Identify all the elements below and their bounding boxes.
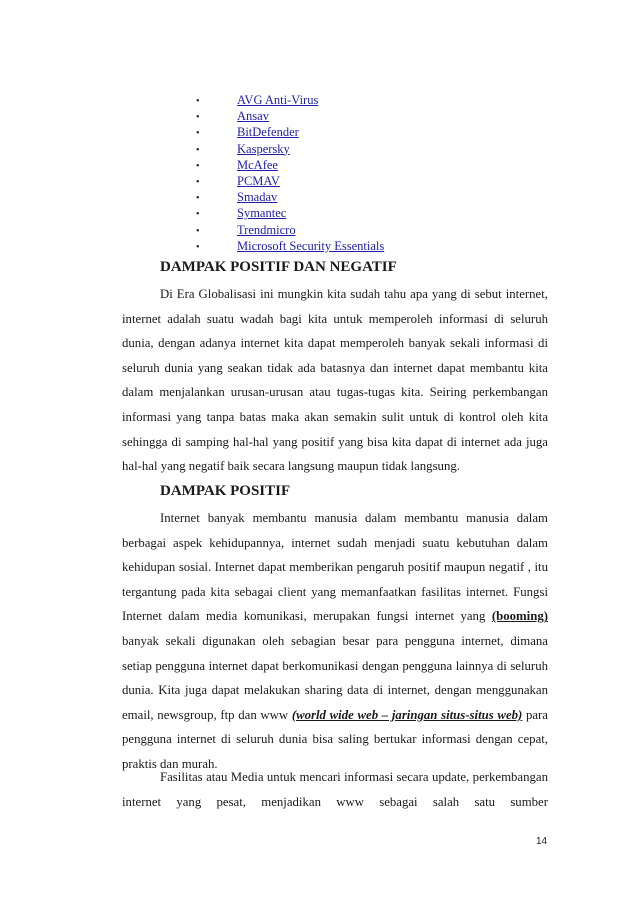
paragraph-text: Di Era Globalisasi ini mungkin kita sudah tahu apa yang di sebut internet, internet adalah suatu wadah bagi kita untuk memperoleh informasi di seluruh dunia, dengan adanya internet kita dapat memperoleh banyak sekali informasi di seluruh dunia yang seakan tidak ada batasnya dan internet dapat membantu kita dalam menjalankan urusan-urusan atau tugas-tugas kita. Seiring perkembangan informasi yang tanpa batas maka akan semakin sulit untuk di kontrol oleh kita sehingga di samping hal-hal yang positif yang bisa kita dapat di internet ada juga hal-hal yang negatif baik secara langsung maupun tidak langsung. (122, 287, 548, 474)
paragraph-text: Fasilitas atau Media untuk mencari informasi secara update, perkembangan internet yang pesat, menjadikan www sebagai salah satu sumber (122, 770, 548, 809)
list-item (196, 92, 384, 108)
antivirus-link[interactable]: PCMAV (237, 173, 280, 188)
bullet-icon: • (196, 225, 200, 237)
antivirus-link[interactable]: Symantec (237, 206, 287, 221)
antivirus-link[interactable]: Microsoft Security Essentials (237, 238, 385, 253)
section-heading-positive: DAMPAK POSITIF (160, 483, 291, 499)
bullet-icon: • (196, 176, 200, 188)
antivirus-link[interactable]: AVG Anti-Virus (237, 93, 319, 107)
paragraph-text: para pengguna internet di seluruh dunia bisa saling bertukar informasi dengan cepat, praktis dan murah. (122, 707, 548, 771)
paragraph-text: Internet banyak membantu manusia dalam membantu manusia dalam berbagai aspek kehidupannya, internet sudah menjadi suatu kebutuhan dalam kehidupan sosial. Internet dapat memberikan pengaruh positif maupun negatif , itu tergantung pada kita sebagai client yang memanfaatkan fasilitas internet. Fungsi Internet dalam media komunikasi, merupakan fungsi internet yang (122, 511, 548, 624)
bullet-icon: • (196, 209, 200, 221)
antivirus-link[interactable]: McAfee (237, 157, 278, 172)
list-item (196, 222, 384, 238)
list-item (196, 124, 384, 140)
antivirus-list (196, 92, 384, 254)
booming-term: (booming) (491, 609, 548, 624)
list-item (196, 141, 384, 157)
antivirus-link[interactable]: Kaspersky (237, 141, 290, 156)
paragraph-positive-negative (122, 282, 548, 479)
bullet-icon: • (196, 128, 200, 140)
bullet-icon: • (196, 112, 200, 124)
bullet-icon: • (196, 96, 200, 107)
bullet-icon: • (196, 193, 200, 205)
list-item (196, 189, 384, 205)
paragraph-text: banyak sekali digunakan oleh sebagian besar para pengguna internet, dimana setiap pengguna internet dapat berkomunikasi dengan pengguna lainnya di seluruh dunia. Kita juga dapat melakukan sharing data di internet, dengan menggunakan email, newsgroup, ftp dan www (122, 633, 548, 722)
antivirus-link[interactable]: Trendmicro (237, 222, 296, 237)
section-heading-positive-negative: DAMPAK POSITIF DAN NEGATIF (160, 259, 397, 275)
bullet-icon: • (196, 160, 200, 172)
list-item (196, 238, 384, 254)
bullet-icon: • (196, 144, 200, 156)
list-item (196, 205, 384, 221)
page-number: 14 (536, 836, 548, 847)
antivirus-link[interactable]: Ansav (237, 109, 269, 124)
bullet-icon: • (196, 241, 200, 253)
list-item (196, 173, 384, 189)
www-definition: (world wide web – jaringan situs-situs web) (291, 707, 523, 722)
antivirus-link[interactable]: Smadav (237, 190, 278, 205)
paragraph-positive (122, 506, 548, 777)
antivirus-link[interactable]: BitDefender (237, 125, 299, 140)
list-item (196, 108, 384, 124)
paragraph-facilities (122, 765, 548, 814)
list-item (196, 157, 384, 173)
